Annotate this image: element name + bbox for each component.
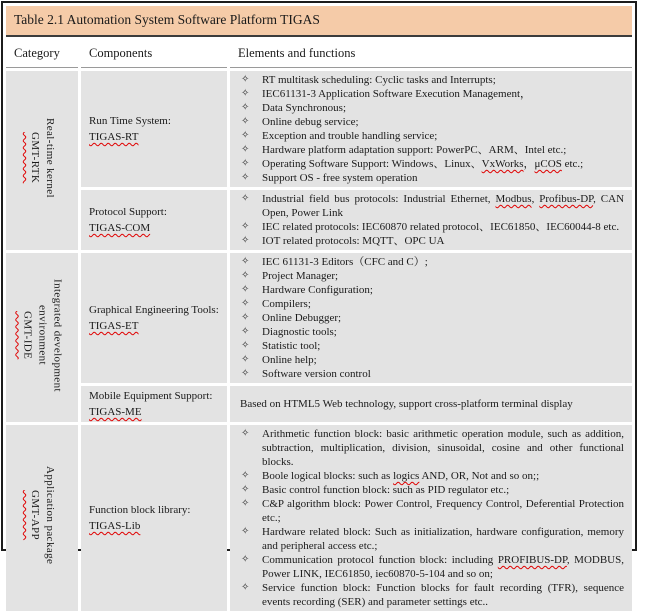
element-item [236, 525, 624, 553]
component-cell [81, 425, 227, 611]
element-item [236, 73, 624, 87]
diamond-bullet-icon: ✧ [241, 312, 250, 323]
text-segment: Diagnostic tools; [262, 326, 337, 338]
text-segment: Communication protocol function block: including [262, 554, 498, 566]
element-item [236, 367, 624, 381]
table-caption: Table 2.1 Automation System Software Platform TIGAS [6, 6, 632, 37]
component-label: Protocol Support: [89, 206, 167, 218]
element-item [236, 325, 624, 339]
table-row [6, 386, 632, 422]
text-segment: Hardware related block: Such as initialization, hardware configuration, memory and peripheral access etc.; [262, 526, 624, 552]
category-code: GMT-IDE [21, 310, 34, 360]
text-segment: Compilers; [262, 298, 311, 310]
text-segment: Operating Software Support: Windows、Linux、 [262, 158, 482, 170]
column-header-category: Category [6, 40, 78, 68]
component-code: TIGAS-ET [89, 320, 139, 332]
diamond-bullet-icon: ✧ [241, 326, 250, 337]
text-segment: Software version control [262, 368, 371, 380]
component-label: Graphical Engineering Tools: [89, 304, 219, 316]
diamond-bullet-icon: ✧ [241, 193, 250, 204]
text-segment: Hardware platform adaptation support: PowerPC、ARM、Intel etc.; [262, 144, 567, 156]
diamond-bullet-icon: ✧ [241, 221, 250, 232]
text-segment: Data Synchronous; [262, 102, 347, 114]
element-item [236, 497, 624, 525]
element-item [236, 143, 624, 157]
text-segment: Online debug service; [262, 116, 359, 128]
category-cell [6, 71, 78, 250]
diamond-bullet-icon: ✧ [241, 498, 250, 509]
elements-list [236, 427, 624, 609]
component-cell [81, 71, 227, 187]
text-segment: Project Manager; [262, 270, 339, 282]
text-segment: , [531, 193, 540, 205]
diamond-bullet-icon: ✧ [241, 130, 250, 141]
caption-row [6, 6, 632, 37]
category-cell [6, 425, 78, 611]
category-vertical-text [20, 265, 65, 405]
component-code: TIGAS-COM [89, 222, 151, 234]
element-item [236, 192, 624, 220]
text-segment: Support OS - free system operation [262, 172, 418, 184]
text-segment: IEC 61131-3 Editors（CFC and C）; [262, 256, 428, 268]
misspelled-text: Modbus [495, 193, 532, 205]
category-code: GMT-APP [29, 490, 41, 541]
element-item [236, 297, 624, 311]
category-name: Application package [44, 466, 56, 565]
element-item [236, 553, 624, 581]
component-cell [81, 253, 227, 383]
text-segment: AND, OR, Not and so on;; [419, 470, 540, 482]
table-row [6, 71, 632, 187]
element-item [236, 283, 624, 297]
header-row [6, 40, 632, 68]
diamond-bullet-icon: ✧ [241, 554, 250, 565]
category-vertical-text [27, 88, 57, 228]
component-code: TIGAS-Lib [89, 520, 141, 532]
diamond-bullet-icon: ✧ [241, 172, 250, 183]
element-item [236, 255, 624, 269]
category-vertical-text [27, 446, 57, 586]
element-item [236, 220, 624, 234]
column-header-components: Components [81, 40, 227, 68]
text-segment: , MODBUS, Power LINK, IEC61850, iec60870-5-104 and so on; [262, 554, 624, 580]
diamond-bullet-icon: ✧ [241, 526, 250, 537]
component-label: Run Time System: [89, 115, 171, 127]
misspelled-text: PROFIBUS-DP [497, 554, 567, 566]
table-row [6, 425, 632, 611]
diamond-bullet-icon: ✧ [241, 484, 250, 495]
component-label: Mobile Equipment Support: [89, 390, 213, 402]
category-name: Integrated development environment [36, 278, 64, 392]
element-item [236, 234, 624, 248]
text-segment: , CAN Open, Power Link [262, 193, 625, 219]
element-item [236, 129, 624, 143]
diamond-bullet-icon: ✧ [241, 470, 250, 481]
table-body [6, 71, 632, 611]
text-segment: etc.; [561, 158, 584, 170]
text-segment: Service function block: Function blocks for fault recording (TFR), sequence events recording (SER) and parameter settings etc.. [262, 582, 624, 608]
table-row [6, 253, 632, 383]
text-segment: C&P algorithm block: Power Control, Frequency Control, Deferential Protection etc.; [262, 498, 624, 524]
elements-cell [230, 253, 632, 383]
diamond-bullet-icon: ✧ [241, 428, 250, 439]
component-code: TIGAS-RT [89, 131, 139, 143]
element-item [236, 483, 624, 497]
category-code: GMT-RTK [29, 132, 41, 184]
text-segment: Arithmetic function block: basic arithmetic operation module, such as addition, subtraction, multiplication, division, sinusoidal, cosine and other functional blocks. [262, 428, 624, 468]
diamond-bullet-icon: ✧ [241, 235, 250, 246]
diamond-bullet-icon: ✧ [241, 102, 250, 113]
diamond-bullet-icon: ✧ [241, 116, 250, 127]
text-segment: Based on HTML5 Web technology, support cross-platform terminal display [240, 398, 573, 410]
element-item [236, 101, 624, 115]
misspelled-text: logics [393, 470, 420, 482]
misspelled-text: μCOS [534, 158, 562, 170]
element-item [236, 269, 624, 283]
element-item [236, 339, 624, 353]
text-segment: Basic control function block: such as PID regulator etc.; [262, 484, 510, 496]
column-header-elements: Elements and functions [230, 40, 632, 68]
diamond-bullet-icon: ✧ [241, 158, 250, 169]
table-row [6, 190, 632, 250]
text-segment: IEC61131-3 Application Software Execution Management， [262, 88, 532, 100]
text-segment: IEC related protocols: IEC60870 related protocol、IEC61850、IEC60044-8 etc. [262, 221, 620, 233]
elements-list [236, 192, 624, 248]
diamond-bullet-icon: ✧ [241, 74, 250, 85]
elements-list [236, 73, 624, 185]
diamond-bullet-icon: ✧ [241, 284, 250, 295]
elements-list [236, 255, 624, 381]
element-item [236, 469, 624, 483]
misspelled-text: Profibus-DP [539, 193, 594, 205]
tigas-table [3, 3, 635, 614]
text-segment: Statistic tool; [262, 340, 321, 352]
text-segment: IOT related protocols: MQTT、OPC UA [262, 235, 445, 247]
text-segment: ， [523, 158, 535, 170]
element-text [236, 397, 624, 411]
diamond-bullet-icon: ✧ [241, 256, 250, 267]
element-item [236, 353, 624, 367]
diamond-bullet-icon: ✧ [241, 144, 250, 155]
diamond-bullet-icon: ✧ [241, 354, 250, 365]
text-segment: Industrial field bus protocols: Industrial Ethernet, [262, 193, 496, 205]
element-item [236, 427, 624, 469]
component-code: TIGAS-ME [89, 406, 142, 418]
element-item [236, 581, 624, 609]
diamond-bullet-icon: ✧ [241, 88, 250, 99]
text-segment: Online Debugger; [262, 312, 342, 324]
diamond-bullet-icon: ✧ [241, 340, 250, 351]
element-item [236, 87, 624, 101]
text-segment: Online help; [262, 354, 317, 366]
text-segment: Exception and trouble handling service; [262, 130, 438, 142]
diamond-bullet-icon: ✧ [241, 582, 250, 593]
text-segment: Hardware Configuration; [262, 284, 373, 296]
text-segment: Boole logical blocks: such as [262, 470, 394, 482]
element-item [236, 311, 624, 325]
category-name: Real-time kernel [44, 117, 56, 198]
elements-cell [230, 386, 632, 422]
table-frame [1, 1, 637, 608]
diamond-bullet-icon: ✧ [241, 298, 250, 309]
elements-cell [230, 425, 632, 611]
element-item [236, 171, 624, 185]
element-item [236, 157, 624, 171]
category-cell [6, 253, 78, 422]
misspelled-text: VxWorks [481, 158, 524, 170]
component-cell [81, 386, 227, 422]
elements-cell [230, 71, 632, 187]
diamond-bullet-icon: ✧ [241, 270, 250, 281]
component-cell [81, 190, 227, 250]
component-label: Function block library: [89, 504, 191, 516]
elements-cell [230, 190, 632, 250]
element-item [236, 115, 624, 129]
text-segment: RT multitask scheduling: Cyclic tasks and Interrupts; [262, 74, 496, 86]
diamond-bullet-icon: ✧ [241, 368, 250, 379]
